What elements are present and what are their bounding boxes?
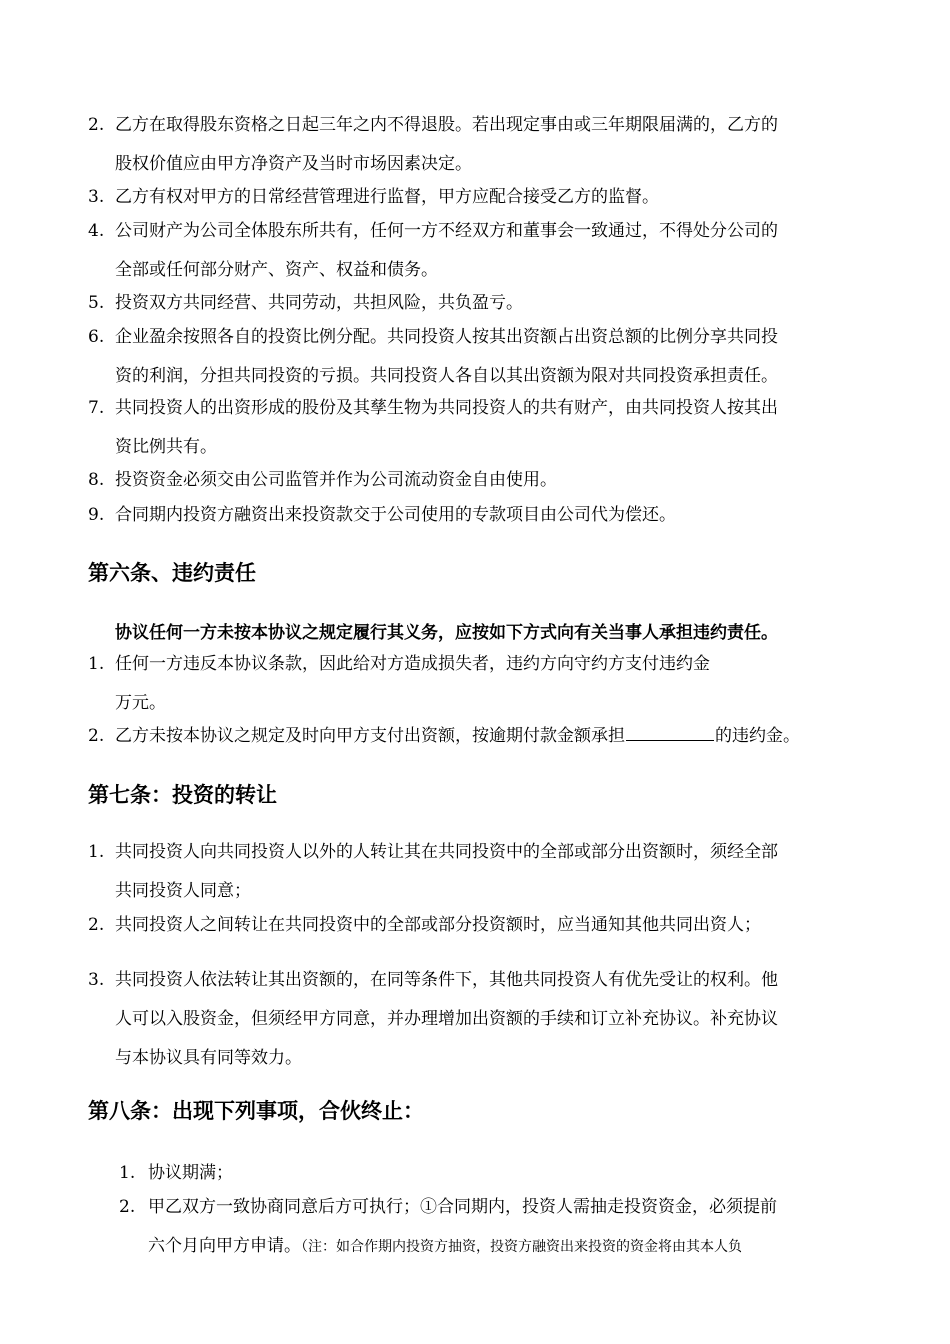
article-heading: 第八条：出现下列事项，合伙终止： — [88, 1099, 424, 1123]
clause-text-main: 六个月向甲方申请。 — [148, 1236, 301, 1256]
clause-number: 2. — [88, 726, 105, 746]
clause-text: 乙方在取得股东资格之日起三年之内不得退股。若出现定事由或三年期限届满的，乙方的 — [115, 115, 778, 135]
clause-number: 1. — [119, 1163, 136, 1183]
clause-number: 2. — [88, 915, 105, 935]
clause-number: 1. — [88, 654, 105, 674]
clause-text: 任何一方违反本协议条款，因此给对方造成损失者，违约方向守约方支付违约金 — [115, 654, 710, 674]
clause-text: 共同投资人之间转让在共同投资中的全部或部分投资额时，应当通知其他共同出资人； — [115, 915, 761, 935]
article-heading: 第七条：投资的转让 — [88, 783, 277, 807]
clause-text: 万元。 — [115, 693, 166, 713]
clause-number: 1. — [88, 842, 105, 862]
clause-text: 共同投资人同意； — [115, 881, 251, 901]
clause-number: 7. — [88, 398, 105, 418]
clause-number: 5. — [88, 293, 105, 313]
clause-number: 8. — [88, 470, 105, 490]
clause-text: 资比例共有。 — [115, 437, 217, 457]
article-heading: 第六条、违约责任 — [88, 561, 256, 585]
clause-number: 4. — [88, 221, 105, 241]
clause-text: 人可以入股资金，但须经甲方同意，并办理增加出资额的手续和订立补充协议。补充协议 — [115, 1009, 778, 1029]
article-intro: 协议任何一方未按本协议之规定履行其义务，应按如下方式向有关当事人承担违约责任。 — [115, 623, 778, 643]
clause-text-before-blank: 乙方未按本协议之规定及时向甲方支付出资额，按逾期付款金额承担 — [115, 726, 625, 746]
clause-number: 6. — [88, 327, 105, 347]
clause-text: 甲乙双方一致协商同意后方可执行；①合同期内，投资人需抽走投资资金，必须提前 — [148, 1197, 777, 1217]
clause-note: （注：如合作期内投资方抽资，投资方融资出来投资的资金将由其本人负 — [301, 1239, 742, 1255]
clause-text: 投资资金必须交由公司监管并作为公司流动资金自由使用。 — [115, 470, 557, 490]
clause-text: 共同投资人依法转让其出资额的，在同等条件下，其他共同投资人有优先受让的权利。他 — [115, 970, 778, 990]
clause-text — [115, 717, 800, 756]
clause-text: 股权价值应由甲方净资产及当时市场因素决定。 — [115, 154, 472, 174]
clause-text: 共同投资人的出资形成的股份及其孳生物为共同投资人的共有财产，由共同投资人按其出 — [115, 398, 778, 418]
clause-number: 2. — [119, 1197, 136, 1217]
clause-text: 乙方有权对甲方的日常经营管理进行监督，甲方应配合接受乙方的监督。 — [115, 187, 659, 207]
clause-number: 3. — [88, 187, 105, 207]
clause-text: 与本协议具有同等效力。 — [115, 1048, 302, 1068]
clause-text: 全部或任何部分财产、资产、权益和债务。 — [115, 260, 438, 280]
clause-text — [148, 1227, 742, 1267]
clause-number: 9. — [88, 505, 105, 525]
clause-number: 3. — [88, 970, 105, 990]
clause-text: 企业盈余按照各自的投资比例分配。共同投资人按其出资额占出资总额的比例分享共同投 — [115, 327, 778, 347]
clause-text: 投资双方共同经营、共同劳动，共担风险，共负盈亏。 — [115, 293, 523, 313]
clause-text: 资的利润，分担共同投资的亏损。共同投资人各自以其出资额为限对共同投资承担责任。 — [115, 366, 778, 386]
clause-text: 共同投资人向共同投资人以外的人转让其在共同投资中的全部或部分出资额时，须经全部 — [115, 842, 778, 862]
clause-text: 合同期内投资方融资出来投资款交于公司使用的专款项目由公司代为偿还。 — [115, 505, 676, 525]
clause-text-after-blank: 的违约金。 — [715, 726, 800, 746]
clause-text: 协议期满； — [148, 1163, 233, 1183]
clause-number: 2. — [88, 115, 105, 135]
clause-text: 公司财产为公司全体股东所共有，任何一方不经双方和董事会一致通过，不得处分公司的 — [115, 221, 778, 241]
fill-in-blank[interactable] — [626, 722, 714, 741]
